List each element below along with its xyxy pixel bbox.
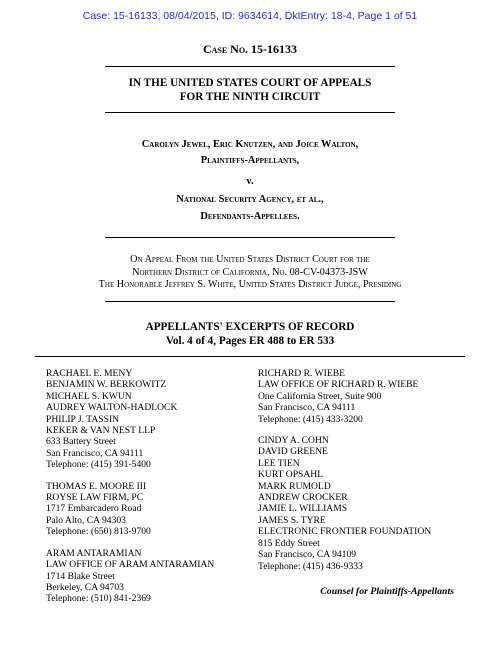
appeal-from-line: On Appeal From the United States District Court for the: [130, 254, 370, 265]
court-name: [0, 76, 500, 104]
counsel-line: CINDY A. COHN: [258, 435, 329, 447]
counsel-right-column: [258, 368, 431, 572]
counsel-line: ANDREW CROCKER: [258, 492, 348, 504]
counsel-line: Telephone: (415) 433-3200: [258, 413, 363, 425]
appeal-from-line: The Honorable Jeffrey S. White, United States District Judge, Presiding: [98, 279, 402, 290]
court-line: IN THE UNITED STATES COURT OF APPEALS: [128, 77, 372, 89]
counsel-line: RICHARD R. WIEBE: [258, 368, 345, 379]
counsel-line: 1714 Blake Street: [46, 570, 115, 582]
counsel-line: KEKER & VAN NEST LLP: [46, 425, 156, 437]
counsel-line: ARAM ANTARAMIAN: [46, 547, 142, 559]
counsel-line: AUDREY WALTON-HADLOCK: [46, 402, 178, 414]
counsel-line: JAMES S. TYRE: [258, 514, 326, 526]
counsel-line: LAW OFFICE OF RICHARD R. WIEBE: [258, 379, 419, 391]
counsel-block: [258, 368, 431, 425]
counsel-line: LAW OFFICE OF ARAM ANTARAMIAN: [46, 559, 215, 571]
counsel-line: ROYSE LAW FIRM, PC: [46, 492, 144, 504]
counsel-line: MARK RUMOLD: [258, 480, 331, 492]
counsel-line: DAVID GREENE: [258, 446, 328, 458]
court-line: FOR THE NINTH CIRCUIT: [179, 91, 321, 103]
counsel-line: Telephone: (650) 813-9700: [46, 526, 151, 538]
counsel-line: Palo Alto, CA 94303: [46, 514, 126, 526]
counsel-line: Telephone: (510) 841-2369: [46, 593, 151, 605]
document-volume-line: Vol. 4 of 4, Pages ER 488 to ER 533: [165, 335, 335, 347]
counsel-line: MICHAEL S. KWUN: [46, 390, 132, 402]
counsel-line: KURT OPSAHL: [258, 469, 324, 481]
counsel-for: Counsel for Plaintiffs-Appellants: [320, 586, 454, 597]
counsel-line: PHILIP J. TASSIN: [46, 413, 120, 425]
counsel-line: 815 Eddy Street: [258, 537, 320, 549]
divider: [105, 112, 395, 113]
counsel-line: Telephone: (415) 391-5400: [46, 459, 151, 471]
counsel-line: THOMAS E. MOORE III: [46, 480, 147, 492]
counsel-line: San Francisco, CA 94111: [258, 402, 356, 414]
counsel-left-column: [46, 368, 214, 605]
divider: [105, 301, 395, 302]
counsel-line: One California Street, Suite 900: [258, 390, 382, 402]
counsel-line: ELECTRONIC FRONTIER FOUNDATION: [258, 526, 432, 538]
case-number: Case No. 15-16133: [202, 42, 298, 56]
counsel-line: Telephone: (415) 436-9333: [258, 560, 363, 572]
versus: v.: [246, 176, 254, 187]
counsel-block: [46, 548, 214, 605]
counsel-line: RACHAEL E. MENY: [46, 368, 133, 379]
document-title: [0, 320, 500, 348]
appellants-names: Carolyn Jewel, Eric Knutzen, and Joice Walton,: [141, 139, 359, 150]
counsel-line: JAMIE L. WILLIAMS: [258, 503, 348, 515]
counsel-line: BENJAMIN W. BERKOWITZ: [46, 379, 167, 391]
counsel-line: San Francisco, CA 94109: [258, 549, 357, 561]
counsel-block: [258, 435, 431, 572]
appeal-from-block: [0, 254, 500, 292]
document-title-line: APPELLANTS' EXCERPTS OF RECORD: [145, 321, 355, 333]
appeal-from-line: Northern District of California, No. 08-CV-04373-JSW: [132, 266, 368, 278]
appellees-names: National Security Agency, et al.,: [176, 194, 324, 205]
appellees-role: Defendants-Appellees.: [200, 211, 300, 222]
counsel-line: Berkeley, CA 94703: [46, 581, 124, 593]
counsel-block: [46, 481, 214, 538]
counsel-line: 1717 Embarcadero Road: [46, 503, 142, 515]
counsel-line: San Francisco, CA 94111: [46, 447, 144, 459]
appellants-role: Plaintiffs-Appellants,: [200, 155, 300, 166]
divider: [105, 237, 395, 238]
counsel-line: LEE TIEN: [258, 457, 300, 469]
case-header-stamp: Case: 15-16133, 08/04/2015, ID: 9634614, DktEntry: 18-4, Page 1 of 51: [82, 10, 418, 22]
counsel-block: [46, 368, 214, 471]
counsel-line: 633 Battery Street: [46, 436, 116, 448]
divider: [105, 66, 395, 67]
divider: [35, 356, 465, 357]
